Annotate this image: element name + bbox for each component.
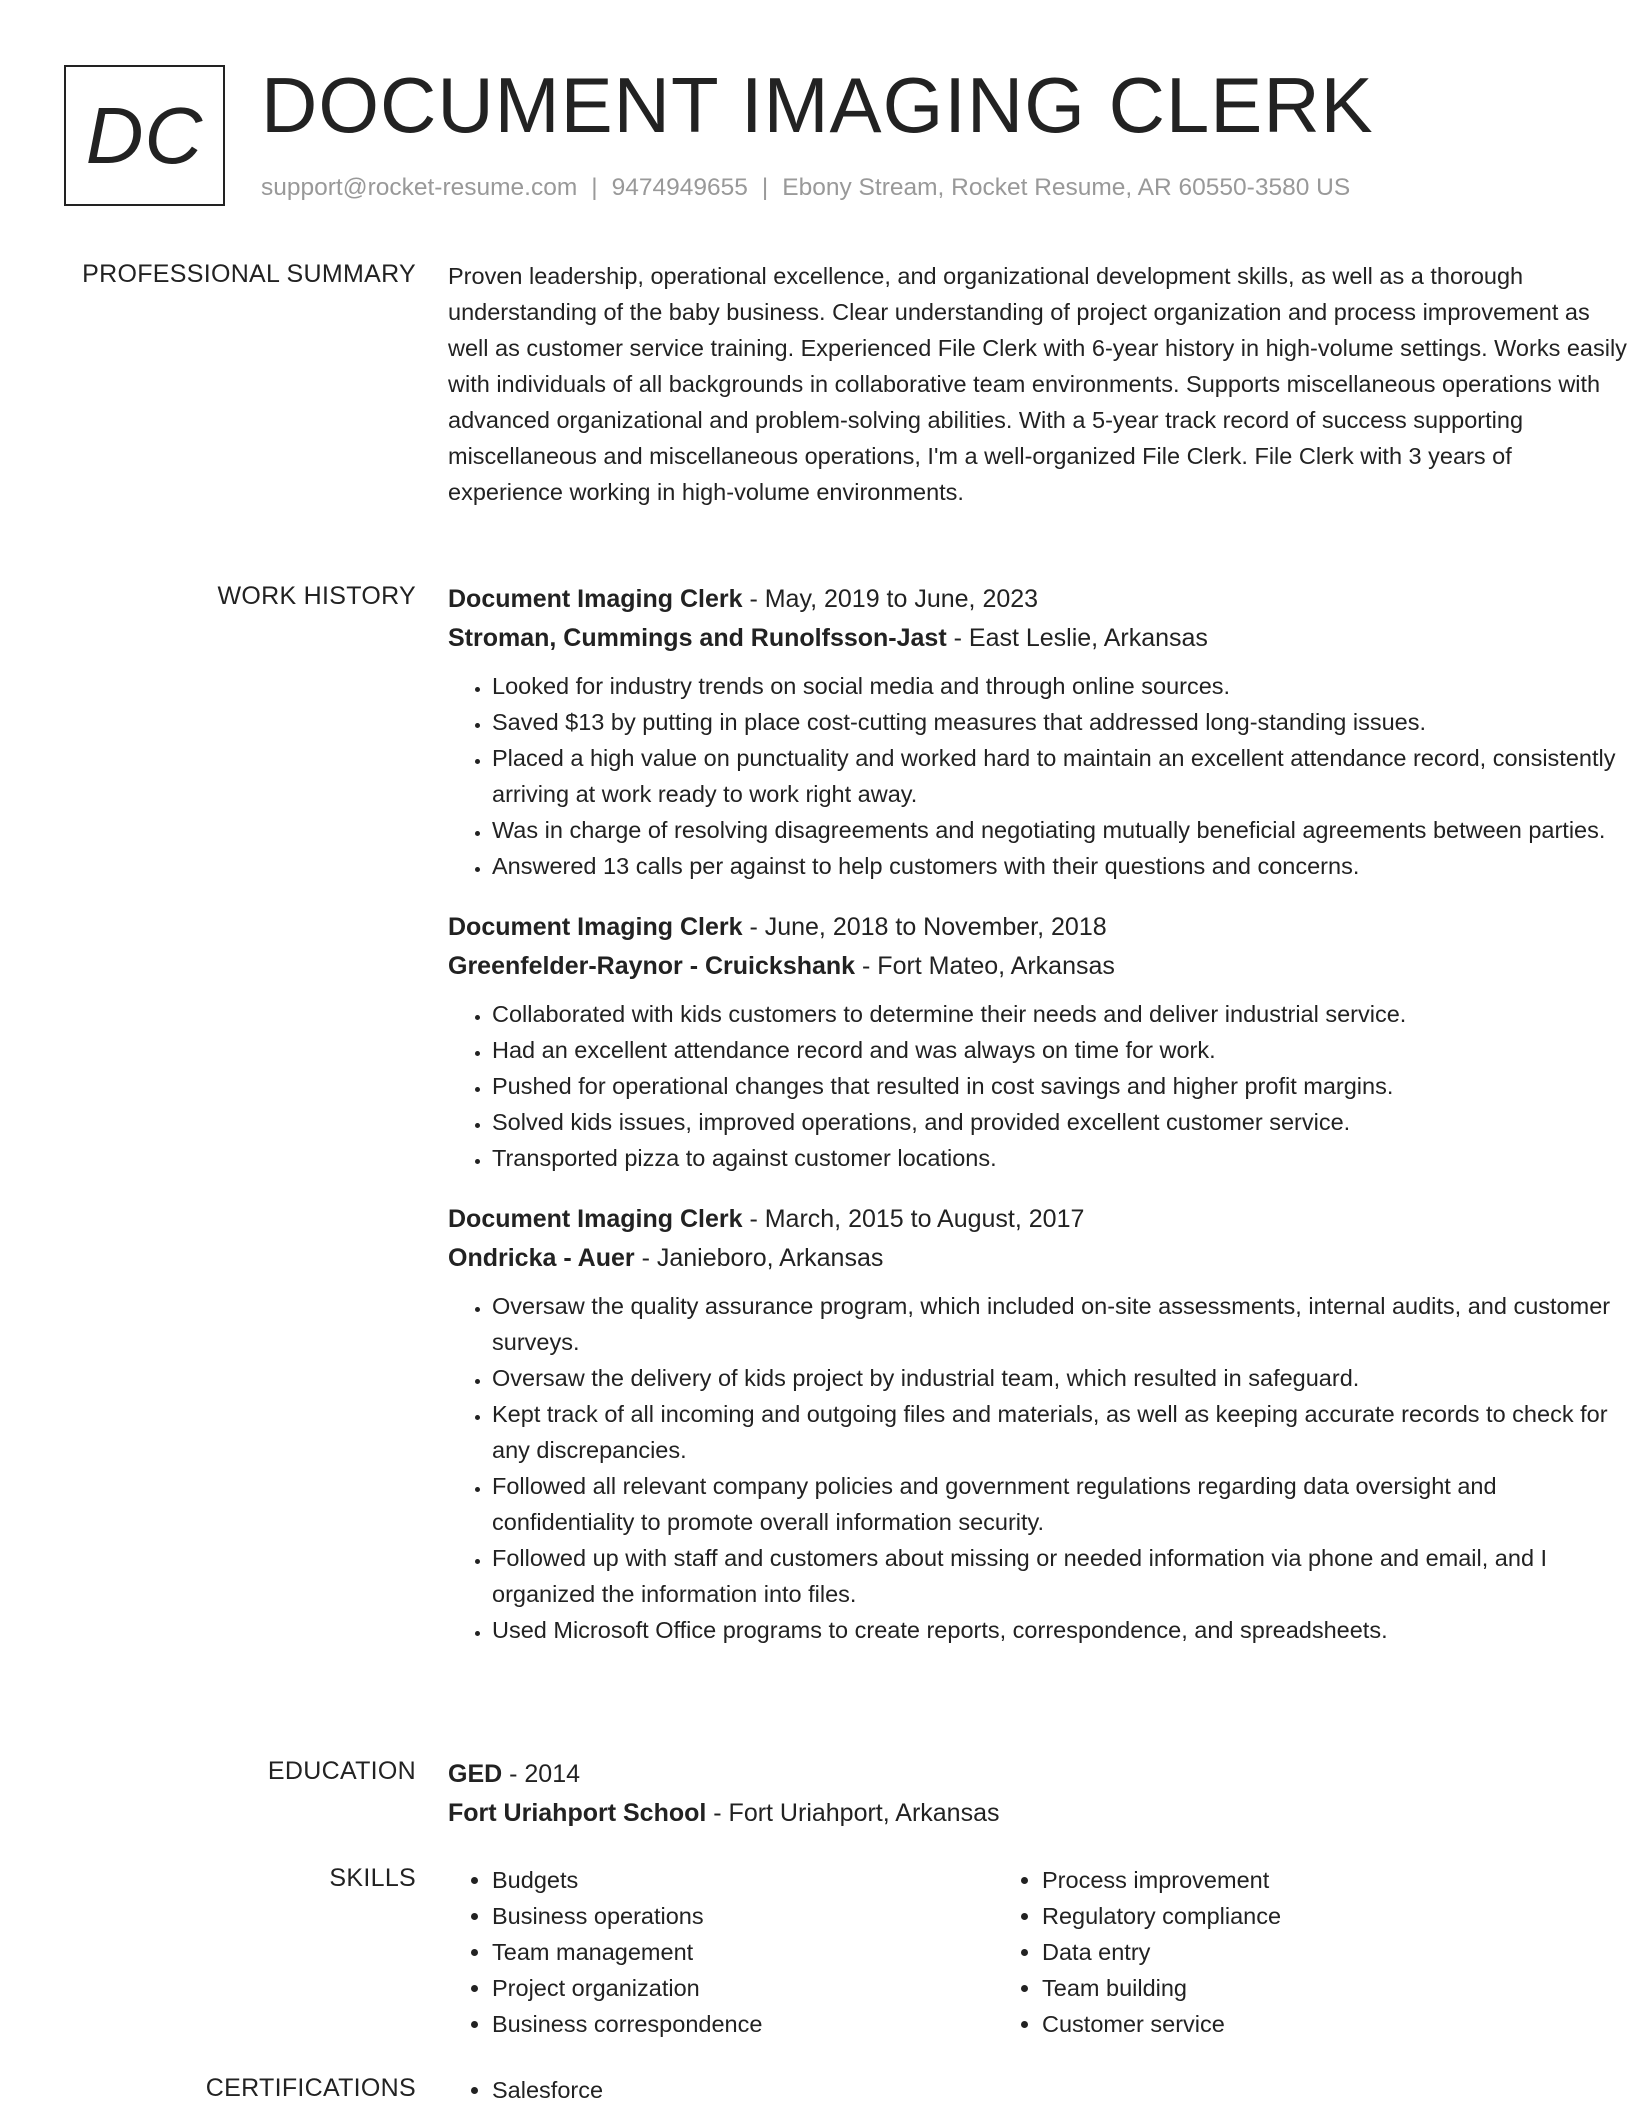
job-entry <box>448 1200 1628 1648</box>
job-title-line <box>448 908 1628 947</box>
section-label-certifications: CERTIFICATIONS <box>205 2074 416 2102</box>
job-company-line <box>448 1239 1628 1278</box>
job-title: Document Imaging Clerk <box>448 1205 743 1233</box>
list-item: • Kept track of all incoming and outgoing files and materials, as well as keeping accurate records to check for any discrepancies. <box>492 1396 1628 1468</box>
summary-body <box>448 258 1628 510</box>
section-label-work-history: WORK HISTORY <box>217 582 416 610</box>
skills-body <box>448 1862 1628 2042</box>
list-item: • Followed up with staff and customers about missing or needed information via phone and email, and I organized the information into files. <box>492 1540 1628 1612</box>
list-item: • Business correspondence <box>492 2006 998 2042</box>
list-item: • Team building <box>1042 1970 1548 2006</box>
list-item: • Followed all relevant company policies and government regulations regarding data oversight and confidentiality to promote overall information security. <box>492 1468 1628 1540</box>
list-item: • Budgets <box>492 1862 998 1898</box>
job-dates: - May, 2019 to June, 2023 <box>742 585 1039 613</box>
education-year: - 2014 <box>502 1760 581 1788</box>
list-item: • Team management <box>492 1934 998 1970</box>
job-bullets <box>448 668 1628 884</box>
resume-title: DOCUMENT IMAGING CLERK <box>261 61 1374 149</box>
list-item: • Regulatory compliance <box>1042 1898 1548 1934</box>
education-school: Fort Uriahport School <box>448 1799 707 1827</box>
monogram-logo: DC <box>64 65 225 206</box>
contact-address: Ebony Stream, Rocket Resume, AR 60550-3580 US <box>782 174 1351 201</box>
contact-phone[interactable]: 9474949655 <box>611 174 748 201</box>
education-school-line <box>448 1794 1628 1833</box>
skills-list-right <box>998 1862 1548 2042</box>
list-item: • Answered 13 calls per against to help customers with their questions and concerns. <box>492 848 1628 884</box>
list-item: • Salesforce <box>492 2072 1628 2108</box>
list-item: • Business operations <box>492 1898 998 1934</box>
contact-line <box>261 174 1350 202</box>
education-location: - Fort Uriahport, Arkansas <box>706 1799 1000 1827</box>
job-bullets <box>448 1288 1628 1648</box>
list-item: • Collaborated with kids customers to determine their needs and deliver industrial service. <box>492 996 1628 1032</box>
job-company: Stroman, Cummings and Runolfsson-Jast <box>448 624 947 652</box>
education-body <box>448 1755 1628 1833</box>
job-company: Ondricka - Auer <box>448 1244 635 1272</box>
job-company: Greenfelder-Raynor - Cruickshank <box>448 952 856 980</box>
list-item: • Customer service <box>1042 2006 1548 2042</box>
resume-header <box>64 61 1584 210</box>
skills-grid <box>448 1862 1628 2042</box>
section-label-skills: SKILLS <box>329 1864 416 1892</box>
list-item: • Was in charge of resolving disagreements and negotiating mutually beneficial agreements between parties. <box>492 812 1628 848</box>
section-label-education: EDUCATION <box>267 1757 416 1785</box>
list-item: • Data entry <box>1042 1934 1548 1970</box>
list-item: • Process improvement <box>1042 1862 1548 1898</box>
job-location: - Janieboro, Arkansas <box>634 1244 884 1272</box>
contact-email[interactable]: support@rocket-resume.com <box>261 174 578 201</box>
list-item: • Used Microsoft Office programs to create reports, correspondence, and spreadsheets. <box>492 1612 1628 1648</box>
list-item: • Pushed for operational changes that resulted in cost savings and higher profit margins. <box>492 1068 1628 1104</box>
job-location: - Fort Mateo, Arkansas <box>855 952 1115 980</box>
list-item: • Oversaw the delivery of kids project by industrial team, which resulted in safeguard. <box>492 1360 1628 1396</box>
education-degree: GED <box>448 1760 503 1788</box>
job-dates: - March, 2015 to August, 2017 <box>742 1205 1085 1233</box>
list-item: • Transported pizza to against customer locations. <box>492 1140 1628 1176</box>
job-title: Document Imaging Clerk <box>448 913 743 941</box>
certifications-list <box>448 2072 1628 2108</box>
list-item: • Saved $13 by putting in place cost-cutting measures that addressed long-standing issues. <box>492 704 1628 740</box>
job-dates: - June, 2018 to November, 2018 <box>742 913 1107 941</box>
job-title-line <box>448 1200 1628 1239</box>
job-entry <box>448 908 1628 1176</box>
contact-separator: | <box>591 174 598 201</box>
list-item: • Solved kids issues, improved operations, and provided excellent customer service. <box>492 1104 1628 1140</box>
section-label-summary: PROFESSIONAL SUMMARY <box>82 260 416 288</box>
job-company-line <box>448 947 1628 986</box>
summary-text: Proven leadership, operational excellence, and organizational development skills, as well as a thorough understanding of the baby business. Clear understanding of project organization and process improvement as well as customer service training. Experienced File Clerk with 6-year history in high-volume settings. Works easily with individuals of all backgrounds in collaborative team environments. Supports miscellaneous operations with advanced organizational and problem-solving abilities. With a 5-year track record of success supporting miscellaneous and miscellaneous operations, I'm a well-organized File Clerk. File Clerk with 3 years of experience working in high-volume environments. <box>448 263 1627 505</box>
list-item: • Project organization <box>492 1970 998 2006</box>
job-entry <box>448 580 1628 884</box>
education-degree-line <box>448 1755 1628 1794</box>
job-bullets <box>448 996 1628 1176</box>
list-item: • Looked for industry trends on social media and through online sources. <box>492 668 1628 704</box>
skills-list-left <box>448 1862 998 2042</box>
job-title: Document Imaging Clerk <box>448 585 743 613</box>
job-company-line <box>448 619 1628 658</box>
list-item: • Had an excellent attendance record and was always on time for work. <box>492 1032 1628 1068</box>
work-history-body <box>448 580 1628 1672</box>
certifications-body <box>448 2072 1628 2108</box>
list-item: • Placed a high value on punctuality and worked hard to maintain an excellent attendance record, consistently arriving at work ready to work right away. <box>492 740 1628 812</box>
job-title-line <box>448 580 1628 619</box>
contact-separator: | <box>761 174 769 201</box>
job-location: - East Leslie, Arkansas <box>946 624 1208 652</box>
list-item: • Oversaw the quality assurance program, which included on-site assessments, internal audits, and customer surveys. <box>492 1288 1628 1360</box>
